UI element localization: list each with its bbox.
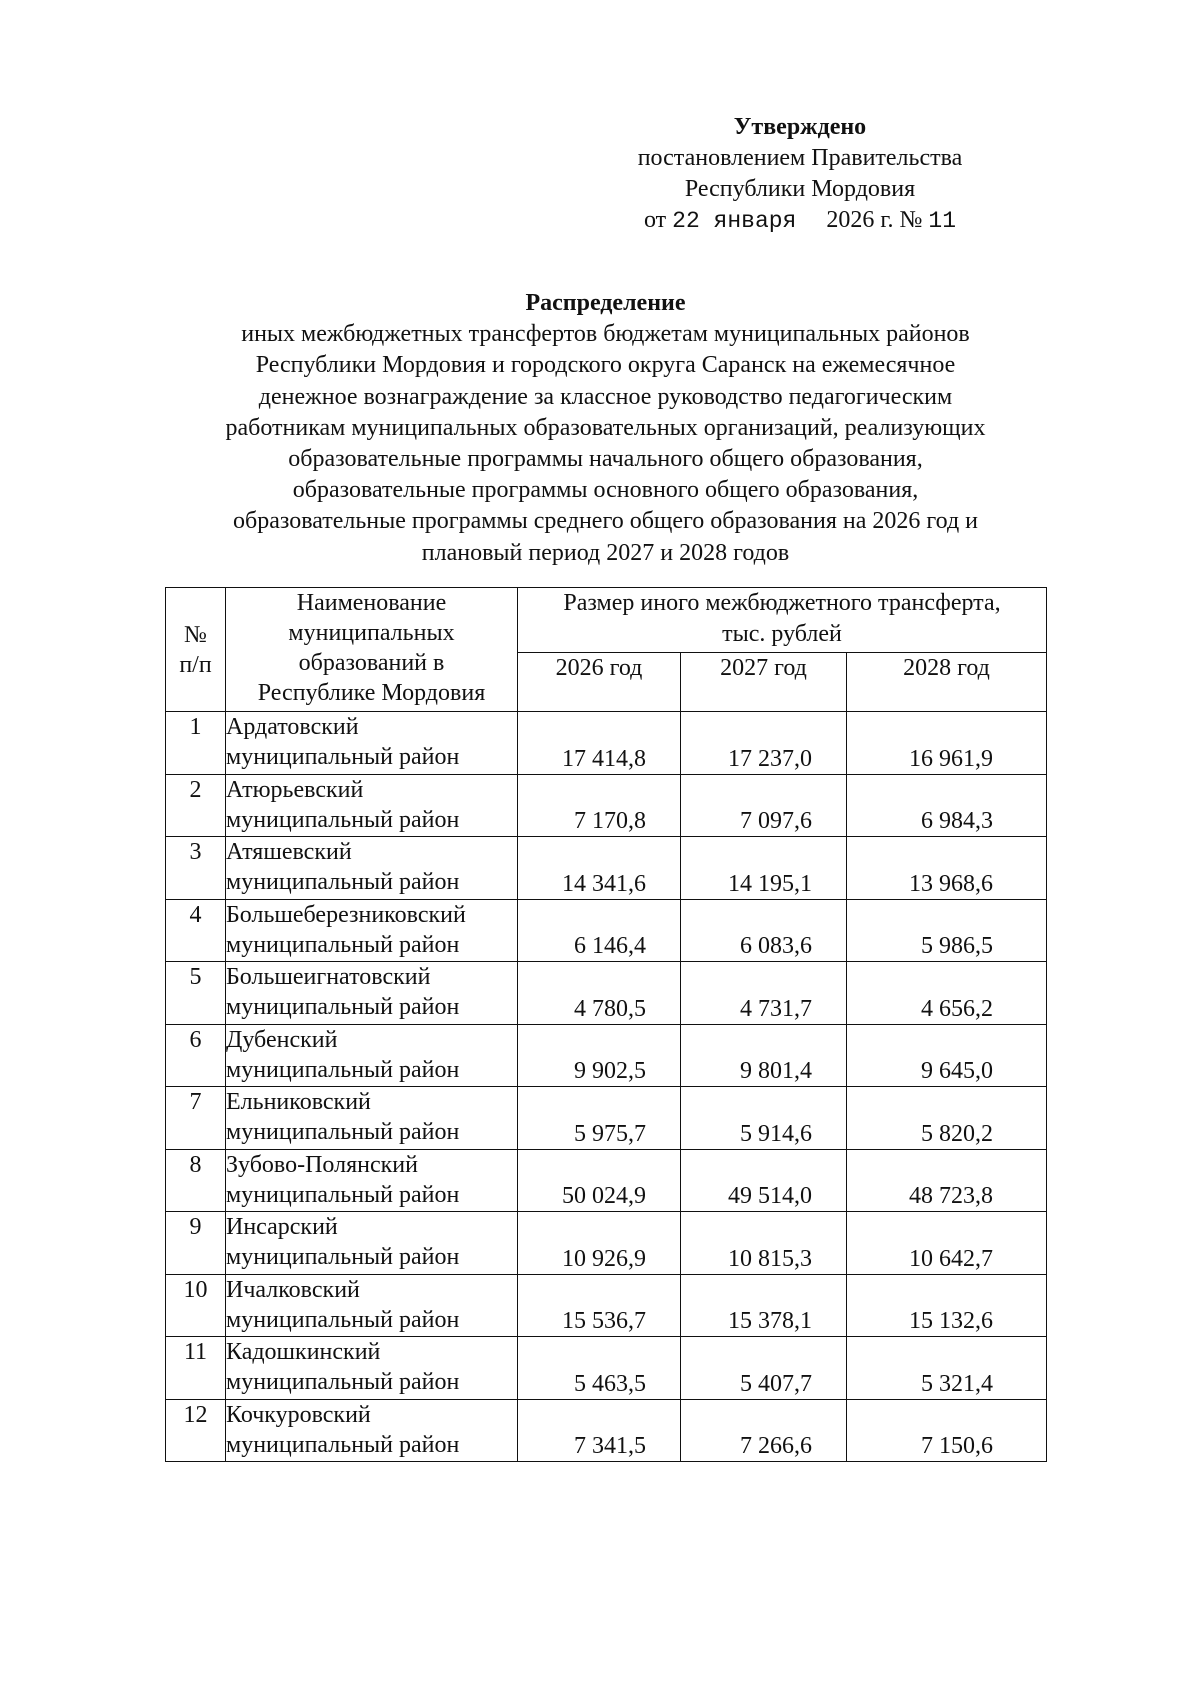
value-2027: 15 378,1 xyxy=(681,1274,847,1337)
header-size-line: Размер иного межбюджетного трансферта, xyxy=(563,590,1001,616)
value-2028: 5 986,5 xyxy=(847,899,1047,962)
municipality-name: Инсарский xyxy=(226,1214,338,1240)
value-2026: 6 146,4 xyxy=(518,899,681,962)
municipality-name: Ичалковский xyxy=(226,1276,360,1303)
header-transfer-size xyxy=(518,588,1047,653)
value-2028: 13 968,6 xyxy=(847,837,1047,900)
municipality-name: Кадошкинский xyxy=(226,1339,381,1365)
municipality-type: муниципальный район xyxy=(226,1369,460,1395)
value-2028: 5 820,2 xyxy=(847,1087,1047,1150)
date-prefix: от xyxy=(643,207,667,233)
value-2028: 9 645,0 xyxy=(847,1024,1047,1087)
value-2026: 17 414,8 xyxy=(518,712,681,775)
municipality-name: Дубенский xyxy=(226,1026,338,1053)
value-2026: 15 536,7 xyxy=(518,1274,681,1337)
municipality-type: муниципальный район xyxy=(226,1119,460,1145)
row-number: 3 xyxy=(166,837,226,900)
value-2026: 14 341,6 xyxy=(518,837,681,900)
row-number: 2 xyxy=(166,774,226,837)
document-title xyxy=(165,288,1046,569)
value-2027: 4 731,7 xyxy=(681,962,847,1025)
municipality-type: муниципальный район xyxy=(226,931,460,958)
table-row xyxy=(166,962,1047,1025)
value-2027: 17 237,0 xyxy=(681,712,847,775)
row-number: 11 xyxy=(166,1337,226,1400)
title-line: плановый период 2027 и 2028 годов xyxy=(421,539,790,566)
row-municipality xyxy=(226,837,518,900)
municipality-name: Большеберезниковский xyxy=(226,901,466,928)
table-row xyxy=(166,712,1047,775)
value-2027: 49 514,0 xyxy=(681,1149,847,1212)
table-row xyxy=(166,1149,1047,1212)
value-2027: 6 083,6 xyxy=(681,899,847,962)
header-number xyxy=(166,588,226,712)
approval-line-1: постановлением Правительства xyxy=(637,145,963,171)
municipality-type: муниципальный район xyxy=(226,1181,460,1208)
municipality-name: Ельниковский xyxy=(226,1089,371,1115)
table-header xyxy=(166,588,1047,712)
value-2026: 5 463,5 xyxy=(518,1337,681,1400)
value-2027: 5 407,7 xyxy=(681,1337,847,1400)
table-row xyxy=(166,774,1047,837)
title-line: Республики Мордовия и городского округа Саранск на ежемесячное xyxy=(255,352,956,379)
title-line: денежное вознаграждение за классное руководство педагогическим xyxy=(258,383,953,410)
header-name-line: образований в xyxy=(298,650,445,676)
municipality-type: муниципальный район xyxy=(226,1306,460,1333)
value-2026: 10 926,9 xyxy=(518,1212,681,1275)
row-municipality xyxy=(226,1024,518,1087)
title-line: работникам муниципальных образовательных организаций, реализующих xyxy=(225,414,986,441)
table-row xyxy=(166,1087,1047,1150)
row-municipality xyxy=(226,1274,518,1337)
approval-stamp xyxy=(600,112,1000,237)
value-2027: 7 097,6 xyxy=(681,774,847,837)
value-2026: 9 902,5 xyxy=(518,1024,681,1087)
value-2027: 7 266,6 xyxy=(681,1399,847,1462)
row-municipality xyxy=(226,962,518,1025)
municipality-type: муниципальный район xyxy=(226,869,460,895)
value-2028: 5 321,4 xyxy=(847,1337,1047,1400)
header-number-line: № xyxy=(184,621,207,648)
municipality-type: муниципальный район xyxy=(226,744,460,770)
value-2027: 9 801,4 xyxy=(681,1024,847,1087)
value-2026: 7 170,8 xyxy=(518,774,681,837)
table-row xyxy=(166,1024,1047,1087)
title-line: образовательные программы среднего общего образования на 2026 год и xyxy=(232,508,978,535)
row-municipality xyxy=(226,1212,518,1275)
value-2027: 5 914,6 xyxy=(681,1087,847,1150)
row-municipality xyxy=(226,1399,518,1462)
table-row xyxy=(166,1337,1047,1400)
value-2027: 10 815,3 xyxy=(681,1212,847,1275)
approval-line-2: Республики Мордовия xyxy=(684,176,916,202)
distribution-table xyxy=(165,587,1047,1462)
table-row xyxy=(166,1399,1047,1462)
municipality-name: Кочкуровский xyxy=(226,1401,371,1428)
approved-label: Утверждено xyxy=(733,114,867,140)
municipality-name: Атяшевский xyxy=(226,839,352,865)
row-number: 6 xyxy=(166,1024,226,1087)
value-2028: 4 656,2 xyxy=(847,962,1047,1025)
value-2028: 10 642,7 xyxy=(847,1212,1047,1275)
municipality-type: муниципальный район xyxy=(226,806,460,833)
municipality-name: Большеигнатовский xyxy=(226,964,431,990)
row-number: 5 xyxy=(166,962,226,1025)
row-municipality xyxy=(226,899,518,962)
row-municipality xyxy=(226,1149,518,1212)
row-municipality xyxy=(226,1087,518,1150)
title-line: образовательные программы основного общего образования, xyxy=(292,477,919,504)
municipality-name: Зубово-Полянский xyxy=(226,1151,418,1178)
row-number: 9 xyxy=(166,1212,226,1275)
header-year-2026: 2026 год xyxy=(518,652,681,711)
value-2028: 15 132,6 xyxy=(847,1274,1047,1337)
header-number-line: п/п xyxy=(179,651,212,678)
table-row xyxy=(166,837,1047,900)
table-row xyxy=(166,899,1047,962)
title-line: иных межбюджетных трансфертов бюджетам муниципальных районов xyxy=(241,321,970,348)
header-municipality xyxy=(226,588,518,712)
municipality-type: муниципальный район xyxy=(226,1056,460,1083)
approval-date-line xyxy=(600,205,1000,237)
value-2028: 16 961,9 xyxy=(847,712,1047,775)
value-2027: 14 195,1 xyxy=(681,837,847,900)
row-number: 12 xyxy=(166,1399,226,1462)
row-municipality xyxy=(226,712,518,775)
value-2026: 7 341,5 xyxy=(518,1399,681,1462)
row-number: 8 xyxy=(166,1149,226,1212)
municipality-type: муниципальный район xyxy=(226,1244,460,1270)
date-day-month: 22 января xyxy=(672,208,797,234)
value-2026: 4 780,5 xyxy=(518,962,681,1025)
municipality-type: муниципальный район xyxy=(226,1431,460,1458)
row-number: 7 xyxy=(166,1087,226,1150)
value-2028: 6 984,3 xyxy=(847,774,1047,837)
value-2028: 7 150,6 xyxy=(847,1399,1047,1462)
header-name-line: Республике Мордовия xyxy=(257,680,486,706)
table-body xyxy=(166,712,1047,1462)
row-number: 4 xyxy=(166,899,226,962)
row-municipality xyxy=(226,774,518,837)
title-line: образовательные программы начального общего образования, xyxy=(288,446,923,473)
decree-number: 11 xyxy=(928,208,957,234)
value-2028: 48 723,8 xyxy=(847,1149,1047,1212)
row-number: 1 xyxy=(166,712,226,775)
value-2026: 50 024,9 xyxy=(518,1149,681,1212)
header-name-line: Наименование xyxy=(296,590,447,616)
municipality-name: Атюрьевский xyxy=(226,776,364,803)
municipality-name: Ардатовский xyxy=(226,714,359,740)
municipality-type: муниципальный район xyxy=(226,994,460,1020)
table-row xyxy=(166,1274,1047,1337)
header-name-line: муниципальных xyxy=(288,620,455,646)
header-year-2028: 2028 год xyxy=(847,652,1047,711)
row-number: 10 xyxy=(166,1274,226,1337)
title-heading: Распределение xyxy=(525,290,686,316)
date-year: 2026 г. № xyxy=(826,207,923,233)
table-row xyxy=(166,1212,1047,1275)
value-2026: 5 975,7 xyxy=(518,1087,681,1150)
header-size-line: тыс. рублей xyxy=(722,621,842,647)
header-year-2027: 2027 год xyxy=(681,652,847,711)
row-municipality xyxy=(226,1337,518,1400)
